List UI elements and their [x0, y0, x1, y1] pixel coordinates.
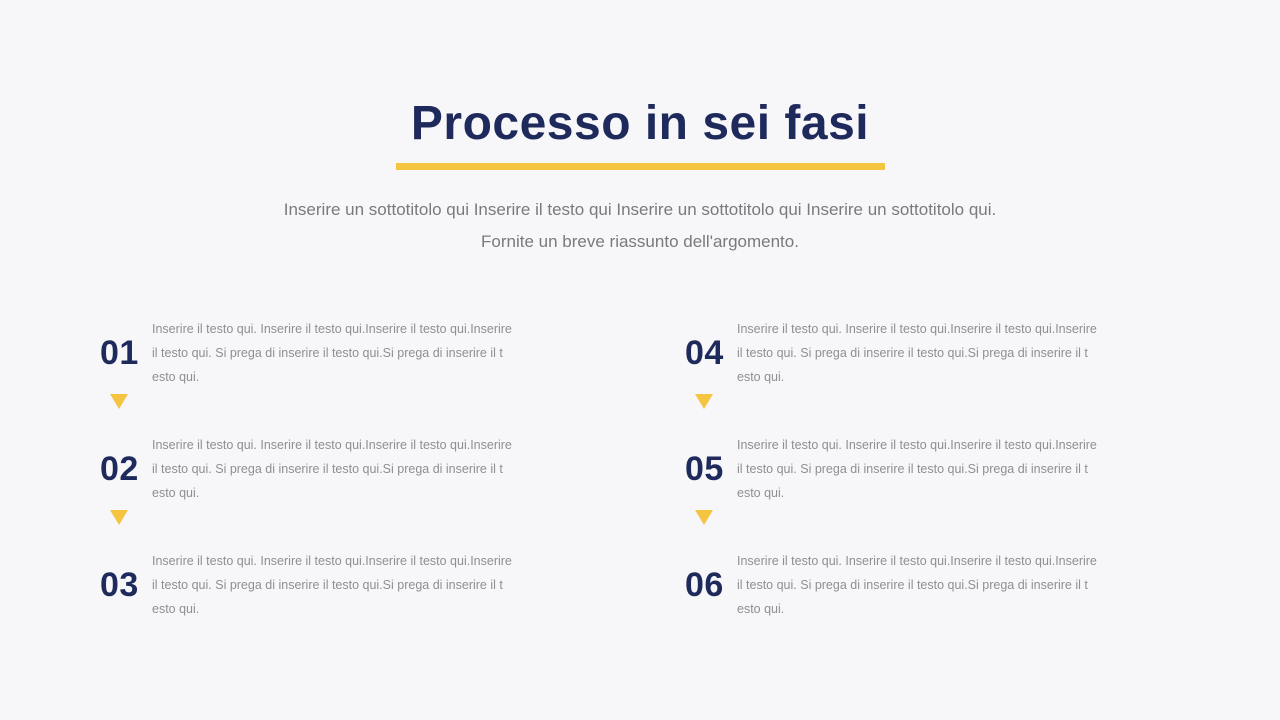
step-text-line: Inserire il testo qui. Inserire il testo qui.Inserire il testo qui.Inserire — [152, 322, 512, 336]
step-item-04 — [685, 317, 1137, 389]
step-text-line: esto qui. — [737, 602, 785, 616]
step-text-05 — [737, 433, 1137, 505]
step-text-line: Inserire il testo qui. Inserire il testo qui.Inserire il testo qui.Inserire — [152, 554, 512, 568]
step-item-03 — [100, 549, 552, 621]
down-arrow-icon — [110, 394, 128, 409]
step-text-line: il testo qui. Si prega di inserire il testo qui.Si prega di inserire il t — [737, 462, 1088, 476]
down-arrow-icon — [695, 394, 713, 409]
step-number-01: 01 — [100, 333, 139, 372]
step-number-04: 04 — [685, 333, 724, 372]
step-text-line: esto qui. — [737, 486, 785, 500]
step-text-line: Inserire il testo qui. Inserire il testo qui.Inserire il testo qui.Inserire — [737, 322, 1097, 336]
step-item-01 — [100, 317, 552, 389]
step-text-line: Inserire il testo qui. Inserire il testo qui.Inserire il testo qui.Inserire — [737, 554, 1097, 568]
step-text-line: il testo qui. Si prega di inserire il testo qui.Si prega di inserire il t — [152, 578, 503, 592]
step-text-line: il testo qui. Si prega di inserire il testo qui.Si prega di inserire il t — [152, 346, 503, 360]
step-text-06 — [737, 549, 1137, 621]
step-text-01 — [152, 317, 552, 389]
title-underline-bar — [396, 163, 885, 170]
down-arrow-icon — [695, 510, 713, 525]
step-item-06 — [685, 549, 1137, 621]
step-item-02 — [100, 433, 552, 505]
step-text-line: esto qui. — [152, 370, 200, 384]
slide-title: Processo in sei fasi — [410, 97, 870, 150]
slide-subtitle — [0, 194, 1280, 258]
subtitle-line-1: Inserire un sottotitolo qui Inserire il testo qui Inserire un sottotitolo qui Inserire un sottotitolo qui. — [283, 200, 997, 219]
step-text-line: il testo qui. Si prega di inserire il testo qui.Si prega di inserire il t — [152, 462, 503, 476]
subtitle-line-2: Fornite un breve riassunto dell'argomento. — [481, 232, 799, 251]
step-text-line: esto qui. — [152, 602, 200, 616]
steps-column-left — [100, 317, 552, 621]
step-text-line: il testo qui. Si prega di inserire il testo qui.Si prega di inserire il t — [737, 346, 1088, 360]
down-arrow-icon — [110, 510, 128, 525]
step-text-03 — [152, 549, 552, 621]
step-text-02 — [152, 433, 552, 505]
steps-grid — [100, 317, 1280, 621]
step-text-04 — [737, 317, 1137, 389]
step-number-05: 05 — [685, 449, 724, 488]
step-text-line: il testo qui. Si prega di inserire il testo qui.Si prega di inserire il t — [737, 578, 1088, 592]
step-text-line: esto qui. — [737, 370, 785, 384]
step-text-line: Inserire il testo qui. Inserire il testo qui.Inserire il testo qui.Inserire — [737, 438, 1097, 452]
steps-column-right — [685, 317, 1137, 621]
step-number-02: 02 — [100, 449, 139, 488]
step-text-line: esto qui. — [152, 486, 200, 500]
step-number-06: 06 — [685, 565, 724, 604]
step-number-03: 03 — [100, 565, 139, 604]
step-item-05 — [685, 433, 1137, 505]
step-text-line: Inserire il testo qui. Inserire il testo qui.Inserire il testo qui.Inserire — [152, 438, 512, 452]
